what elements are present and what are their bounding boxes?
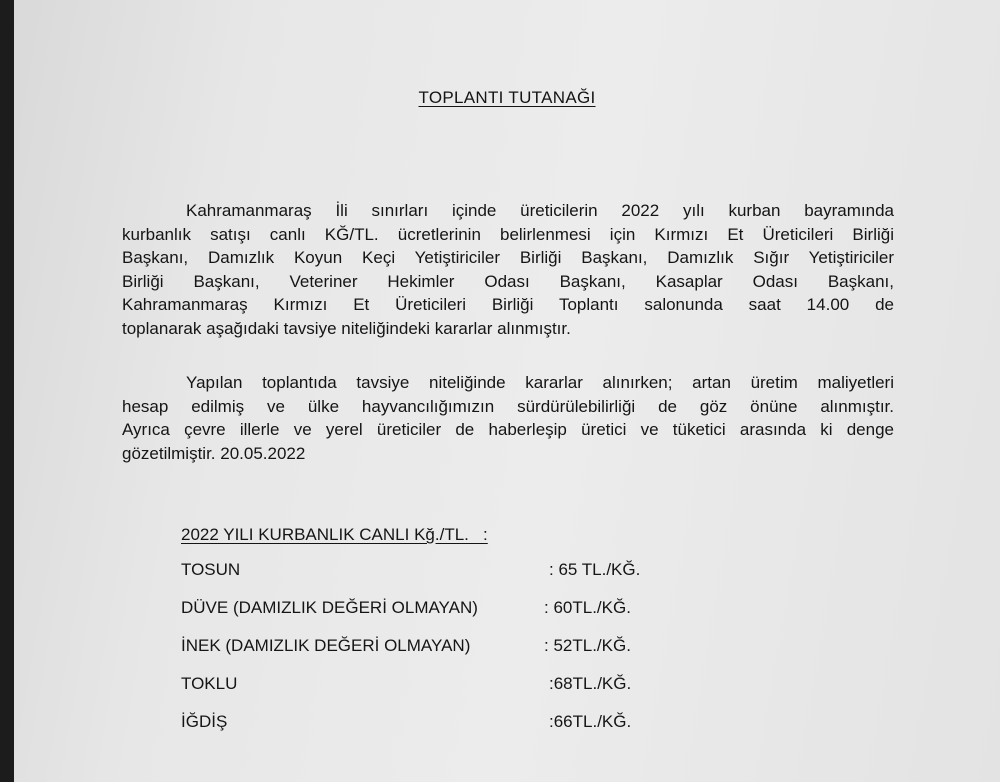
paragraph-line: Birliği Başkanı, Veteriner Hekimler Odası Başkanı, Kasaplar Odası Başkanı, <box>122 271 894 291</box>
document-page <box>14 0 1000 782</box>
document-title-text: TOPLANTI TUTANAĞI <box>418 88 596 107</box>
price-item-value: :66TL./KĞ. <box>549 712 632 731</box>
paragraph-line: Ayrıca çevre illerle ve yerel üreticiler de haberleşip üretici ve tüketici arasında ki denge <box>122 420 894 440</box>
price-item-value: :68TL./KĞ. <box>549 674 632 693</box>
price-item-name: İNEK (DAMIZLIK DEĞERİ OLMAYAN) <box>181 636 471 655</box>
paragraph-meeting-details <box>122 199 894 341</box>
price-item-value: : 65 TL./KĞ. <box>549 560 641 579</box>
document-title <box>14 88 1000 108</box>
price-item-name: TOKLU <box>181 674 238 693</box>
price-item-name: TOSUN <box>181 560 241 579</box>
price-item-value: : 52TL./KĞ. <box>544 636 631 655</box>
paragraph-line: kurbanlık satışı canlı KĞ/TL. ücretlerinin belirlenmesi için Kırmızı Et Üreticileri Birliği <box>122 224 894 244</box>
paragraph-decision-basis <box>122 371 894 465</box>
price-item-value: : 60TL./KĞ. <box>544 598 631 617</box>
paragraph-line: Yapılan toplantıda tavsiye niteliğinde kararlar alınırken; artan üretim maliyetleri <box>186 373 894 392</box>
paragraph-line: Kahramanmaraş Kırmızı Et Üreticileri Birliği Toplantı salonunda saat 14.00 de <box>122 295 894 315</box>
paragraph-line: gözetilmiştir. 20.05.2022 <box>122 443 306 463</box>
paragraph-line: toplanarak aşağıdaki tavsiye niteliğindeki kararlar alınmıştır. <box>122 318 571 338</box>
price-item-name: DÜVE (DAMIZLIK DEĞERİ OLMAYAN) <box>181 598 478 617</box>
paragraph-line: hesap edilmiş ve ülke hayvancılığımızın sürdürülebilirliği de göz önüne alınmıştır. <box>122 396 894 416</box>
paragraph-line: Kahramanmaraş İli sınırları içinde üreticilerin 2022 yılı kurban bayramında <box>186 201 894 220</box>
price-item-name: İĞDİŞ <box>181 712 228 731</box>
price-section-heading: 2022 YILI KURBANLIK CANLI Kğ./TL. : <box>181 525 488 544</box>
paragraph-line: Başkanı, Damızlık Koyun Keçi Yetiştiriciler Birliği Başkanı, Damızlık Sığır Yetiştiriciler <box>122 248 894 268</box>
